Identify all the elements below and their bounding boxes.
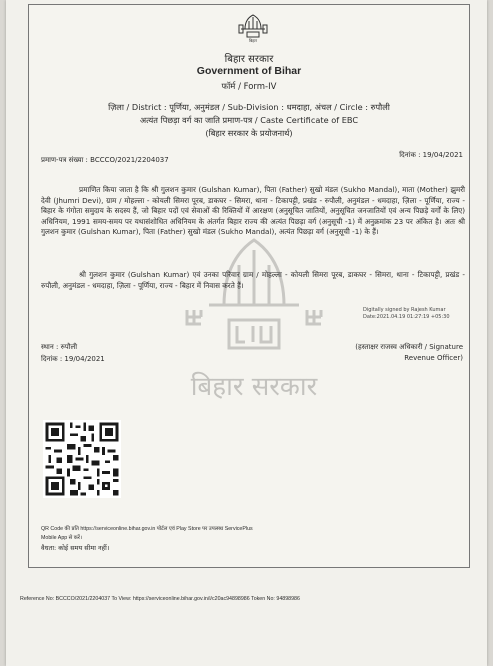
issue-date: दिनांक : 19/04/2021 — [399, 151, 463, 159]
digital-signature-line-1: Digitally signed by Rajesh Kumar — [363, 307, 446, 313]
validity-note: वैधता: कोई समय सीमा नहीं। — [41, 544, 110, 552]
certificate-body-paragraph: प्रमाणित किया जाता है कि श्री गुलशन कुमार (Gulshan Kumar), पिता (Father) सुखो मंडल (Sukho Mandal), माता (Mother) झुमरी देवी (Jhumri Devi), ग्राम / मोहल्ला - कोयली सिमरा पूरब, डाकघर - सिमरा, थाना - टिकापट्टी, प्रखंड - रुपौली, अनुमंडल - धमदाहा, ज़िला - पूर्णिया, राज्य - बिहार के गंगोता समुदाय के सदस्य हैं, जो बिहार पदों एवं सेवाओं की रिक्तियों में आरक्षण (अनुसूचित जातियों, अनुसूचित जनजातियों एवं अन्य पिछड़े वर्गों के लिए) अधिनियम, 1991 समय-समय पर यथासंशोधित अधिनियम के अंतर्गत बिहार राज्य की अत्यंत पिछड़ा वर्ग (अनुसूची -1) में अनुक्रमांक 23 पर अंकित है। अतः श्री गुलशन कुमार (Gulshan Kumar), पिता (Father) सुखो मंडल (Sukho Mandal), अत्यंत पिछड़ा वर्ग (अनुसूची -1) के हैं। — [41, 185, 465, 237]
svg-text:बिहार: बिहार — [248, 38, 258, 43]
document-page — [6, 0, 487, 666]
certificate-frame — [28, 4, 470, 568]
bihar-emblem-icon — [235, 9, 271, 43]
certificate-number: प्रमाण-पत्र संख्या : BCCCO/2021/2204037 — [41, 156, 169, 164]
location-line: ज़िला / District : पूर्णिया, अनुमंडल / Sub-Division : धमदाहा, अंचल / Circle : रुपौली — [108, 102, 390, 112]
place-date: दिनांक : 19/04/2021 — [41, 355, 105, 363]
certificate-subtitle: (बिहार सरकार के प्रयोजनार्थ) — [205, 128, 293, 138]
footer-reference: Reference No: BCCCO/2021/2204037 To View: https://serviceonline.bihar.gov.in/i/c20ac94898986 Token No: 94898986 — [20, 596, 300, 602]
watermark-text: बिहार सरकार — [190, 372, 318, 402]
digital-signature-line-2: Date:2021.04.19 01:27:19 +05:30 — [363, 314, 450, 320]
signature-label-2: Revenue Officer) — [404, 354, 463, 362]
dept-hindi: बिहार सरकार — [224, 54, 274, 65]
residence-paragraph: श्री गुलशन कुमार (Gulshan Kumar) एवं उनका परिवार ग्राम / मोहल्ला - कोयली सिमरा पूरब, डाकघर - सिमरा, थाना - टिकापट्टी, प्रखंड - रुपौली, अनुमंडल - धमदाहा, ज़िला - पूर्णिया, राज्य - बिहार में निवास करते हैं। — [41, 270, 465, 290]
qr-note-line-2: Mobile App से करें। — [41, 535, 82, 541]
qr-code — [43, 420, 121, 498]
qr-note-line-1: QR Code की प्रति https://serviceonline.bihar.gov.in पोर्टल एवं Play Store पर उपलब्ध ServicePlus — [41, 526, 253, 532]
signature-label-1: (हस्ताक्षर राजस्व अधिकारी / Signature — [355, 343, 463, 351]
form-number: फॉर्म / Form-IV — [221, 82, 277, 92]
dept-english: Government of Bihar — [196, 65, 302, 77]
place: स्थान : रुपौली — [41, 343, 78, 351]
certificate-title: अत्यंत पिछड़ा वर्ग का जाति प्रमाण-पत्र / Caste Certificate of EBC — [139, 115, 359, 125]
